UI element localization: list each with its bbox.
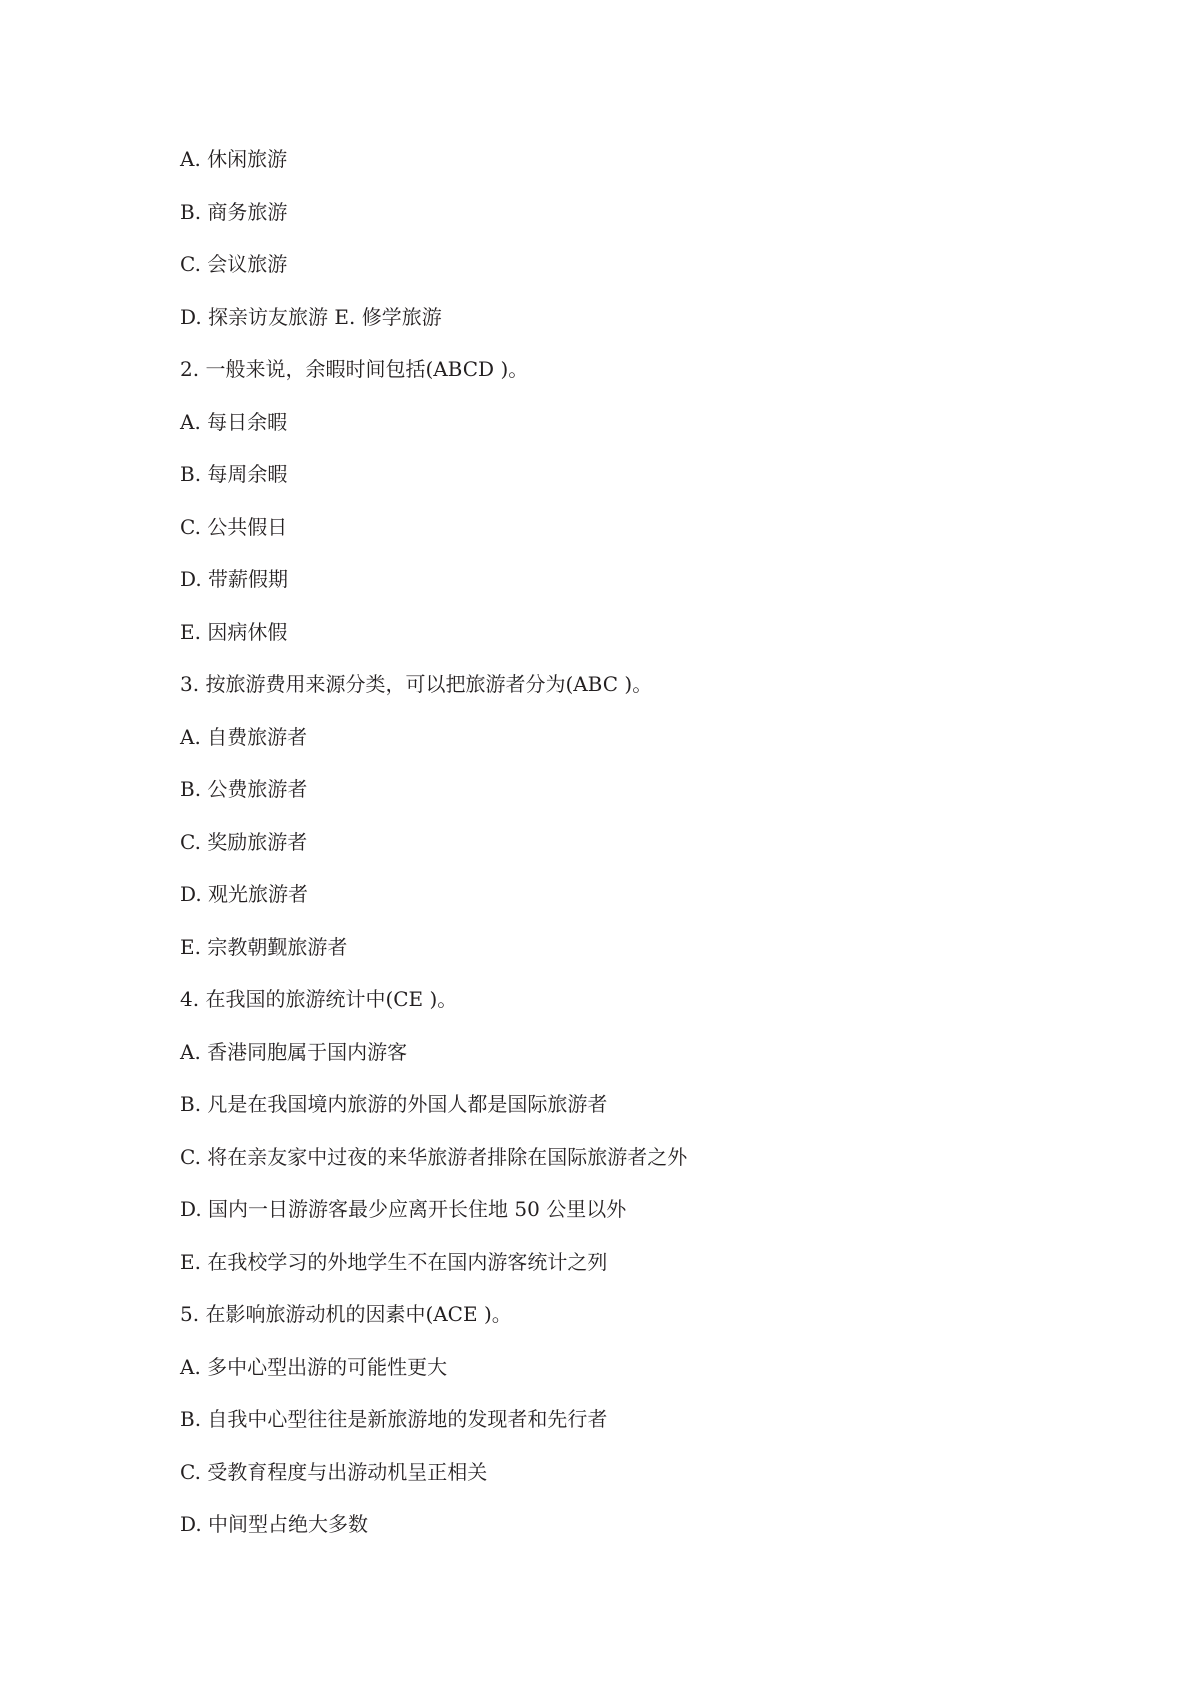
question-2: 2. 一般来说，余暇时间包括(ABCD )。 xyxy=(180,357,529,381)
question-4: 4. 在我国的旅游统计中(CE )。 xyxy=(180,987,458,1011)
q2-option-d: D. 带薪假期 xyxy=(180,567,289,591)
q5-option-c: C. 受教育程度与出游动机呈正相关 xyxy=(180,1459,488,1484)
q2-option-c: C. 公共假日 xyxy=(180,514,288,539)
option-b-business-travel: B. 商务旅游 xyxy=(180,199,288,224)
q4-option-b: B. 凡是在我国境内旅游的外国人都是国际旅游者 xyxy=(180,1092,608,1116)
option-d-e-visiting-study-travel: D. 探亲访友旅游 E. 修学旅游 xyxy=(180,304,442,329)
q5-option-a: A. 多中心型出游的可能性更大 xyxy=(180,1354,448,1379)
option-c-conference-travel: C. 会议旅游 xyxy=(180,252,288,276)
q3-option-e: E. 宗教朝觐旅游者 xyxy=(180,934,348,959)
q5-option-d: D. 中间型占绝大多数 xyxy=(180,1512,369,1536)
q4-option-d: D. 国内一日游游客最少应离开长住地 50 公里以外 xyxy=(180,1197,627,1221)
q3-option-d: D. 观光旅游者 xyxy=(180,882,309,906)
option-a-leisure-travel: A. 休闲旅游 xyxy=(180,147,288,171)
q2-option-b: B. 每周余暇 xyxy=(180,462,288,486)
question-list xyxy=(180,145,1080,1563)
question-5: 5. 在影响旅游动机的因素中(ACE )。 xyxy=(180,1302,512,1326)
q3-option-b: B. 公费旅游者 xyxy=(180,777,308,801)
question-3: 3. 按旅游费用来源分类，可以把旅游者分为(ABC )。 xyxy=(180,672,653,696)
q3-option-a: A. 自费旅游者 xyxy=(180,724,308,749)
q4-option-a: A. 香港同胞属于国内游客 xyxy=(180,1039,408,1064)
q3-option-c: C. 奖励旅游者 xyxy=(180,829,308,854)
q5-option-b: B. 自我中心型往往是新旅游地的发现者和先行者 xyxy=(180,1407,608,1431)
q2-option-a: A. 每日余暇 xyxy=(180,409,288,434)
q4-option-e: E. 在我校学习的外地学生不在国内游客统计之列 xyxy=(180,1249,608,1274)
q2-option-e: E. 因病休假 xyxy=(180,619,288,644)
q4-option-c: C. 将在亲友家中过夜的来华旅游者排除在国际旅游者之外 xyxy=(180,1144,688,1169)
